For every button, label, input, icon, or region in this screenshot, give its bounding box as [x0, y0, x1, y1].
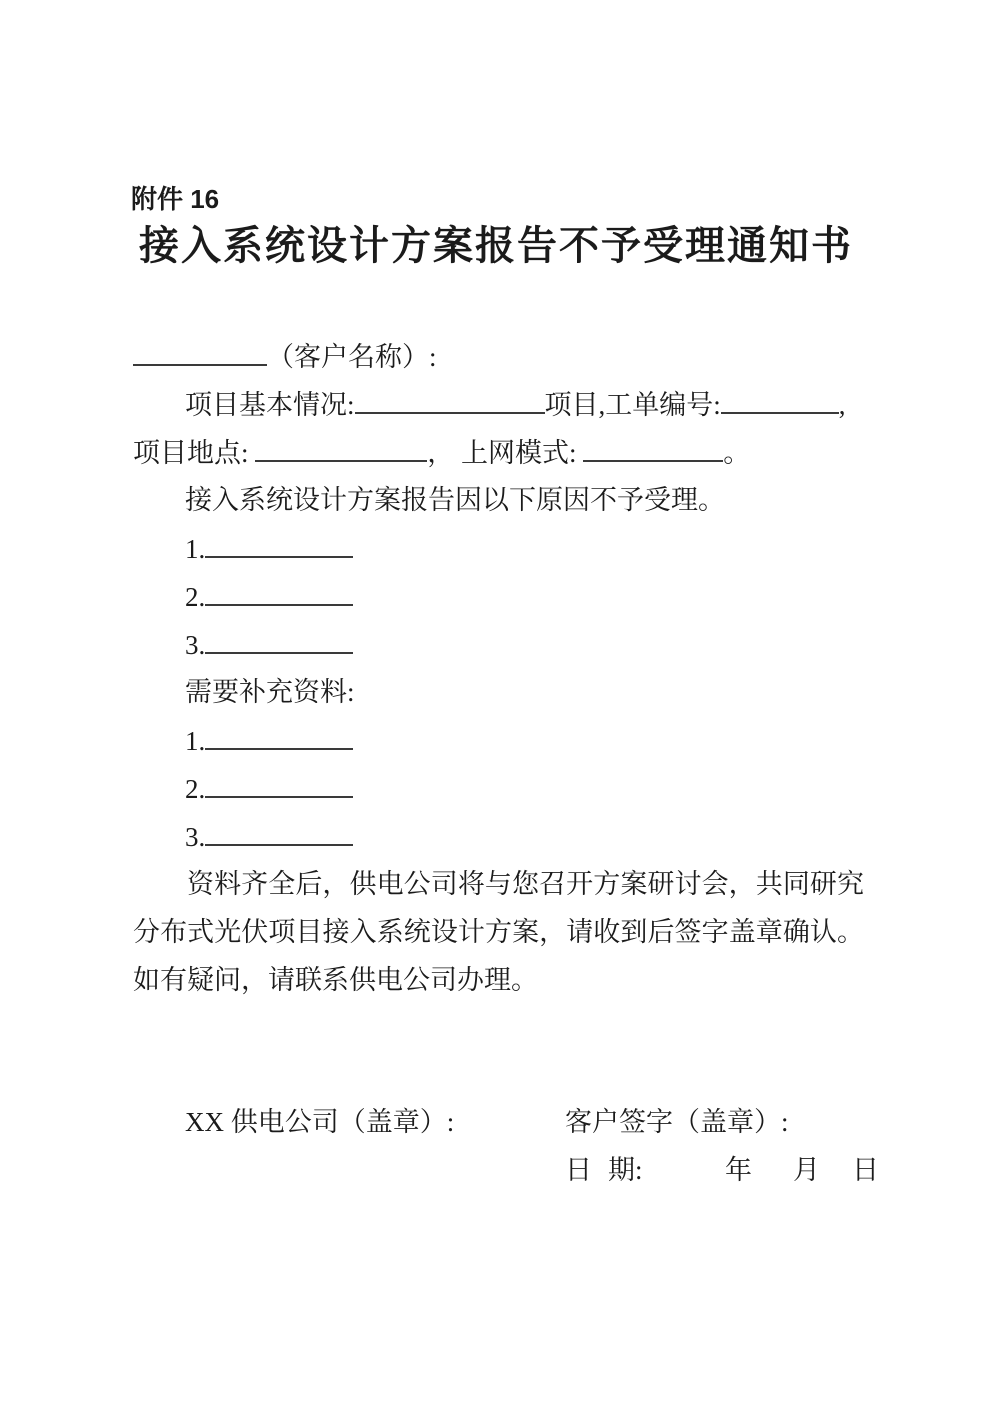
- project-info-label: 项目基本情况:: [185, 390, 355, 420]
- item-number: 2.: [185, 774, 206, 804]
- project-info-line: [133, 388, 864, 421]
- project-location-line: [133, 436, 864, 469]
- rejection-item-3: [133, 628, 864, 661]
- rejection-reason-blank-1: [205, 532, 353, 558]
- item-number: 2.: [185, 582, 206, 612]
- project-name-blank: [355, 388, 545, 414]
- rejection-intro: 接入系统设计方案报告因以下原因不予受理。: [185, 485, 725, 515]
- rejection-item-2: [133, 580, 864, 613]
- rejection-item-1: [133, 532, 864, 565]
- project-location-blank: [255, 436, 427, 462]
- attachment-label: 附件 16: [131, 184, 220, 214]
- supplement-blank-3: [205, 820, 353, 846]
- location-period: 。: [723, 438, 751, 468]
- supplement-blank-1: [205, 724, 353, 750]
- grid-mode-blank: [583, 436, 723, 462]
- supplement-item-2: [133, 772, 864, 805]
- rejection-reason-blank-3: [205, 628, 353, 654]
- supplement-item-3: [133, 820, 864, 853]
- supplement-label: 需要补充资料:: [185, 677, 355, 707]
- customer-signature-label: 客户签字（盖章）:: [565, 1107, 789, 1137]
- item-number: 3.: [185, 630, 206, 660]
- item-number: 1.: [185, 534, 206, 564]
- signature-row: [133, 1106, 864, 1140]
- date-label-part-2: 期:: [608, 1155, 643, 1185]
- item-number: 3.: [185, 822, 206, 852]
- grid-mode-label: 上网模式:: [454, 438, 584, 468]
- date-row: [133, 1154, 879, 1188]
- date-label-part-1: 日: [565, 1155, 592, 1185]
- supplement-item-1: [133, 724, 864, 757]
- day-label: 日: [852, 1155, 879, 1185]
- work-order-blank: [721, 388, 839, 414]
- rejection-reason-blank-2: [205, 580, 353, 606]
- month-label: 月: [793, 1155, 820, 1185]
- location-comma: ，: [427, 438, 455, 468]
- supplement-blank-2: [205, 772, 353, 798]
- project-location-label: 项目地点:: [133, 438, 256, 468]
- closing-paragraph: 资料齐全后，供电公司将与您召开方案研讨会，共同研究分布式光伏项目接入系统设计方案，请收到后签字盖章确认。如有疑问，请联系供电公司办理。: [133, 869, 864, 995]
- project-info-tail-comma: ,: [838, 390, 846, 420]
- company-signature-label: XX 供电公司（盖章）:: [185, 1107, 455, 1137]
- customer-name-suffix: （客户名称）:: [267, 342, 437, 372]
- year-label: 年: [725, 1155, 752, 1185]
- customer-name-line: [133, 340, 864, 373]
- customer-name-blank: [133, 340, 267, 366]
- item-number: 1.: [185, 726, 206, 756]
- document-body: [133, 0, 879, 1403]
- work-order-label: 项目,工单编号:: [544, 390, 721, 420]
- document-title: 接入系统设计方案报告不予受理通知书: [139, 223, 853, 268]
